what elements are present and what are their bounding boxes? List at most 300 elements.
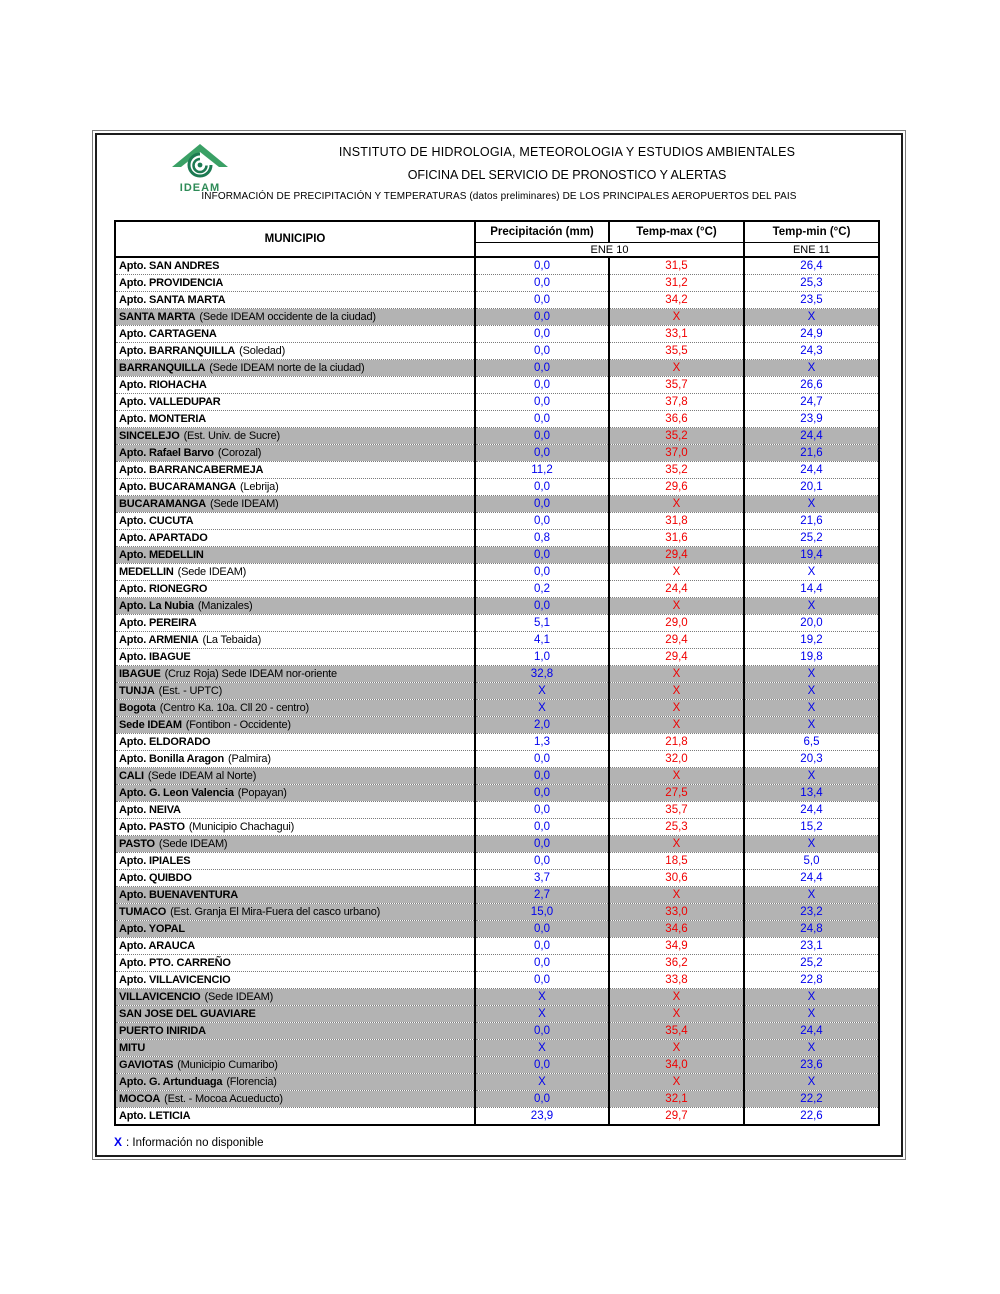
municipio-name: VILLAVICENCIO [119, 991, 201, 1003]
tempmin-value: 22,2 [744, 1091, 879, 1108]
municipio-name: Apto. Rafael Barvo [119, 447, 214, 459]
precip-value: 0,8 [475, 530, 609, 547]
tempmin-value: X [744, 666, 879, 683]
col-header-tempmin: Temp-min (°C) [744, 221, 879, 243]
table-row [115, 615, 879, 632]
tempmin-value: X [744, 717, 879, 734]
tempmax-value: 35,4 [609, 1023, 744, 1040]
municipio-cell [115, 632, 475, 649]
tempmin-value: 6,5 [744, 734, 879, 751]
municipio-cell [115, 462, 475, 479]
table-row [115, 649, 879, 666]
tempmin-value: 20,3 [744, 751, 879, 768]
municipio-cell [115, 1006, 475, 1023]
tempmin-value: 23,2 [744, 904, 879, 921]
precip-value: 0,0 [475, 785, 609, 802]
precip-value: 0,0 [475, 598, 609, 615]
precip-value: 0,0 [475, 257, 609, 275]
tempmin-value: 23,6 [744, 1057, 879, 1074]
municipio-cell [115, 479, 475, 496]
tempmax-value: 31,6 [609, 530, 744, 547]
table-row [115, 530, 879, 547]
tempmin-value: X [744, 700, 879, 717]
table-row [115, 1108, 879, 1126]
table-row [115, 428, 879, 445]
municipio-detail: (Corozal) [217, 447, 262, 459]
municipio-detail: (Sede IDEAM) [204, 991, 274, 1003]
footnote-text: : Información no disponible [126, 1137, 264, 1149]
municipio-cell [115, 598, 475, 615]
precip-value: 0,0 [475, 428, 609, 445]
tempmin-value: X [744, 836, 879, 853]
precip-value: X [475, 683, 609, 700]
municipio-cell [115, 428, 475, 445]
tempmax-value: 36,2 [609, 955, 744, 972]
tempmax-value: 36,6 [609, 411, 744, 428]
tempmin-value: 21,6 [744, 513, 879, 530]
table-row [115, 853, 879, 870]
tempmax-value: X [609, 700, 744, 717]
municipio-cell [115, 938, 475, 955]
tempmin-value: 24,4 [744, 462, 879, 479]
table-row [115, 343, 879, 360]
table-row [115, 394, 879, 411]
tempmax-value: 37,0 [609, 445, 744, 462]
tempmax-value: 33,8 [609, 972, 744, 989]
tempmin-value: 20,1 [744, 479, 879, 496]
precip-value: 3,7 [475, 870, 609, 887]
tempmin-value: 24,9 [744, 326, 879, 343]
tempmin-value: X [744, 309, 879, 326]
precip-value: 0,0 [475, 411, 609, 428]
tempmin-value: 24,4 [744, 428, 879, 445]
municipio-cell [115, 768, 475, 785]
municipio-detail: (Sede IDEAM norte de la ciudad) [209, 362, 365, 374]
table-row [115, 564, 879, 581]
municipio-name: Apto. BUENAVENTURA [119, 889, 239, 901]
municipio-cell [115, 683, 475, 700]
precip-value: 0,0 [475, 751, 609, 768]
municipio-cell [115, 734, 475, 751]
tempmax-value: X [609, 989, 744, 1006]
municipio-name: BUCARAMANGA [119, 498, 207, 510]
municipio-name: SINCELEJO [119, 430, 180, 442]
municipio-name: Apto. ELDORADO [119, 736, 211, 748]
tempmin-value: 24,8 [744, 921, 879, 938]
municipio-name: PASTO [119, 838, 155, 850]
tempmin-value: X [744, 683, 879, 700]
tempmax-value: X [609, 1040, 744, 1057]
municipio-cell [115, 836, 475, 853]
column-header-row [115, 221, 879, 243]
tempmin-value: 19,8 [744, 649, 879, 666]
municipio-cell [115, 581, 475, 598]
municipio-detail: (Florencia) [226, 1076, 277, 1088]
precip-value: 0,0 [475, 309, 609, 326]
municipio-cell [115, 921, 475, 938]
tempmin-value: 19,4 [744, 547, 879, 564]
precip-value: 0,0 [475, 1023, 609, 1040]
municipio-cell [115, 904, 475, 921]
tempmin-value: 23,1 [744, 938, 879, 955]
municipio-detail: (Sede IDEAM) [158, 838, 228, 850]
tempmax-value: 34,6 [609, 921, 744, 938]
table-row [115, 479, 879, 496]
municipio-cell [115, 870, 475, 887]
tempmin-value: 25,2 [744, 530, 879, 547]
precip-value: 1,3 [475, 734, 609, 751]
municipio-name: SANTA MARTA [119, 311, 196, 323]
municipio-cell [115, 547, 475, 564]
table-row [115, 547, 879, 564]
municipio-name: MEDELLIN [119, 566, 174, 578]
municipio-name: Apto. IPIALES [119, 855, 191, 867]
precip-value: 0,0 [475, 547, 609, 564]
precip-value: 0,0 [475, 479, 609, 496]
precip-value: 0,0 [475, 1057, 609, 1074]
table-row [115, 802, 879, 819]
precip-value: 0,0 [475, 275, 609, 292]
tempmin-value: 24,4 [744, 870, 879, 887]
table-row [115, 377, 879, 394]
ideam-logo-label: IDEAM [179, 182, 221, 194]
header-titles [237, 145, 897, 182]
municipio-cell [115, 819, 475, 836]
table-row [115, 819, 879, 836]
tempmin-value: X [744, 598, 879, 615]
table-row [115, 292, 879, 309]
tempmin-value: 20,0 [744, 615, 879, 632]
municipio-cell [115, 445, 475, 462]
tempmin-value: 22,8 [744, 972, 879, 989]
table-row [115, 700, 879, 717]
tempmax-value: 34,0 [609, 1057, 744, 1074]
municipio-name: Bogota [119, 702, 156, 714]
tempmin-value: 26,6 [744, 377, 879, 394]
municipio-name: Apto. APARTADO [119, 532, 208, 544]
municipio-detail: (Sede IDEAM al Norte) [147, 770, 257, 782]
tempmax-value: 33,1 [609, 326, 744, 343]
info-line: INFORMACIÓN DE PRECIPITACIÓN Y TEMPERATURAS (datos preliminares) DE LOS PRINCIPALES AEROPUERTOS DEL PAIS [201, 191, 797, 202]
municipio-name: Apto. YOPAL [119, 923, 185, 935]
municipio-detail: (Fontibon - Occidente) [185, 719, 291, 731]
tempmax-value: 31,5 [609, 257, 744, 275]
municipio-name: Apto. PROVIDENCIA [119, 277, 224, 289]
table-row [115, 496, 879, 513]
tempmax-value: 35,5 [609, 343, 744, 360]
tempmin-value: 13,4 [744, 785, 879, 802]
municipio-name: Apto. PASTO [119, 821, 185, 833]
table-row [115, 1040, 879, 1057]
municipio-name: Apto. CARTAGENA [119, 328, 217, 340]
tempmin-value: X [744, 989, 879, 1006]
tempmin-value: 5,0 [744, 853, 879, 870]
municipio-name: Apto. RIOHACHA [119, 379, 207, 391]
municipio-detail: (Centro Ka. 10a. Cll 20 - centro) [159, 702, 309, 714]
municipio-name: Apto. CUCUTA [119, 515, 194, 527]
table-row [115, 360, 879, 377]
tempmax-value: 35,2 [609, 462, 744, 479]
municipio-detail: (Sede IDEAM) [177, 566, 247, 578]
report-frame [92, 130, 906, 1160]
municipio-detail: (Popayan) [237, 787, 287, 799]
precip-value: 0,0 [475, 445, 609, 462]
table-row [115, 717, 879, 734]
table-row [115, 445, 879, 462]
tempmin-value: 21,6 [744, 445, 879, 462]
municipio-detail: (La Tebaida) [202, 634, 262, 646]
municipio-cell [115, 1074, 475, 1091]
tempmax-value: X [609, 1074, 744, 1091]
precip-value: 23,9 [475, 1108, 609, 1126]
municipio-name: Apto. PEREIRA [119, 617, 197, 629]
tempmax-value: X [609, 496, 744, 513]
table-row [115, 462, 879, 479]
period-ene11: ENE 11 [744, 243, 879, 258]
municipio-name: Apto. PTO. CARREÑO [119, 957, 231, 969]
table-row [115, 1023, 879, 1040]
municipio-detail: (Cruz Roja) Sede IDEAM nor-oriente [164, 668, 337, 680]
municipio-name: PUERTO INIRIDA [119, 1025, 206, 1037]
municipio-name: Apto. Bonilla Aragon [119, 753, 224, 765]
municipio-cell [115, 360, 475, 377]
table-row [115, 921, 879, 938]
precip-value: 0,0 [475, 292, 609, 309]
municipio-cell [115, 564, 475, 581]
tempmin-value: 14,4 [744, 581, 879, 598]
tempmax-value: X [609, 1006, 744, 1023]
municipio-cell [115, 1040, 475, 1057]
municipio-cell [115, 257, 475, 275]
municipio-name: Apto. ARAUCA [119, 940, 196, 952]
tempmin-value: 22,6 [744, 1108, 879, 1126]
tempmax-value: X [609, 360, 744, 377]
tempmax-value: 21,8 [609, 734, 744, 751]
tempmin-value: 24,4 [744, 1023, 879, 1040]
precip-value: 0,0 [475, 394, 609, 411]
tempmax-value: 35,7 [609, 802, 744, 819]
municipio-name: Sede IDEAM [119, 719, 182, 731]
tempmax-value: X [609, 836, 744, 853]
table-row [115, 411, 879, 428]
municipio-cell [115, 717, 475, 734]
table-row [115, 598, 879, 615]
municipio-cell [115, 972, 475, 989]
precip-value: 0,0 [475, 343, 609, 360]
table-row [115, 513, 879, 530]
report-frame-inner [95, 133, 903, 1157]
tempmax-value: 29,6 [609, 479, 744, 496]
municipio-cell [115, 496, 475, 513]
municipio-detail: (Municipio Cumaribo) [177, 1059, 278, 1071]
airport-weather-table [114, 220, 880, 1126]
tempmax-value: 32,1 [609, 1091, 744, 1108]
municipio-cell [115, 955, 475, 972]
municipio-name: TUMACO [119, 906, 167, 918]
precip-value: 0,0 [475, 496, 609, 513]
precip-value: 15,0 [475, 904, 609, 921]
municipio-name: Apto. RIONEGRO [119, 583, 208, 595]
tempmax-value: 25,3 [609, 819, 744, 836]
table-row [115, 632, 879, 649]
precip-value: X [475, 1074, 609, 1091]
tempmax-value: 33,0 [609, 904, 744, 921]
precip-value: 0,0 [475, 802, 609, 819]
municipio-name: Apto. VALLEDUPAR [119, 396, 221, 408]
municipio-name: CALI [119, 770, 144, 782]
precip-value: 5,1 [475, 615, 609, 632]
period-ene10: ENE 10 [475, 243, 744, 258]
municipio-cell [115, 1108, 475, 1126]
tempmin-value: 15,2 [744, 819, 879, 836]
tempmax-value: 29,0 [609, 615, 744, 632]
precip-value: X [475, 700, 609, 717]
municipio-name: Apto. MEDELLIN [119, 549, 204, 561]
municipio-name: Apto. NEIVA [119, 804, 181, 816]
tempmax-value: 31,8 [609, 513, 744, 530]
municipio-name: BARRANQUILLA [119, 362, 206, 374]
ideam-logo-icon [169, 141, 231, 179]
municipio-cell [115, 292, 475, 309]
tempmin-value: 19,2 [744, 632, 879, 649]
tempmax-value: 18,5 [609, 853, 744, 870]
col-header-municipio: MUNICIPIO [115, 221, 475, 257]
tempmin-value: X [744, 360, 879, 377]
municipio-name: Apto. VILLAVICENCIO [119, 974, 231, 986]
table-row [115, 955, 879, 972]
tempmax-value: 34,2 [609, 292, 744, 309]
table-row [115, 989, 879, 1006]
table-row [115, 309, 879, 326]
table-row [115, 904, 879, 921]
office-title: OFICINA DEL SERVICIO DE PRONOSTICO Y ALERTAS [407, 168, 727, 182]
municipio-cell [115, 666, 475, 683]
municipio-name: Apto. BARRANQUILLA [119, 345, 236, 357]
precip-value: 0,0 [475, 360, 609, 377]
tempmin-value: 24,3 [744, 343, 879, 360]
table-row [115, 870, 879, 887]
precip-value: X [475, 1006, 609, 1023]
municipio-detail: (Municipio Chachagui) [188, 821, 295, 833]
tempmax-value: 24,4 [609, 581, 744, 598]
municipio-name: Apto. SAN ANDRES [119, 260, 220, 272]
tempmin-value: 26,4 [744, 257, 879, 275]
tempmin-value: X [744, 1040, 879, 1057]
tempmin-value: X [744, 564, 879, 581]
municipio-cell [115, 785, 475, 802]
table-row [115, 734, 879, 751]
ideam-logo [169, 141, 231, 194]
precip-value: 0,0 [475, 1091, 609, 1108]
municipio-name: Apto. MONTERIA [119, 413, 207, 425]
municipio-name: GAVIOTAS [119, 1059, 174, 1071]
precip-value: 0,0 [475, 972, 609, 989]
municipio-name: Apto. G. Leon Valencia [119, 787, 234, 799]
table-row [115, 1091, 879, 1108]
precip-value: 0,0 [475, 921, 609, 938]
tempmax-value: 35,7 [609, 377, 744, 394]
table-row [115, 887, 879, 904]
municipio-name: Apto. IBAGUE [119, 651, 191, 663]
tempmax-value: 34,9 [609, 938, 744, 955]
municipio-name: Apto. LETICIA [119, 1110, 191, 1122]
table-row [115, 1074, 879, 1091]
table-row [115, 1006, 879, 1023]
tempmax-value: X [609, 717, 744, 734]
tempmin-value: 23,5 [744, 292, 879, 309]
precip-value: 0,0 [475, 853, 609, 870]
tempmax-value: 29,4 [609, 547, 744, 564]
tempmin-value: 24,4 [744, 802, 879, 819]
municipio-detail: (Est. - Mocoa Acueducto) [164, 1093, 283, 1105]
precip-value: 0,0 [475, 938, 609, 955]
precip-value: 0,0 [475, 564, 609, 581]
municipio-cell [115, 309, 475, 326]
municipio-cell [115, 700, 475, 717]
precip-value: 0,0 [475, 377, 609, 394]
municipio-name: TUNJA [119, 685, 155, 697]
table-row [115, 683, 879, 700]
municipio-name: Apto. ARMENIA [119, 634, 199, 646]
municipio-cell [115, 326, 475, 343]
municipio-detail: (Sede IDEAM) [210, 498, 279, 510]
municipio-detail: (Manizales) [197, 600, 253, 612]
municipio-detail: (Est. Univ. de Sucre) [183, 430, 281, 442]
table-row [115, 666, 879, 683]
municipio-detail: (Est. - UPTC) [158, 685, 223, 697]
municipio-cell [115, 751, 475, 768]
tempmax-value: X [609, 564, 744, 581]
municipio-name: Apto. SANTA MARTA [119, 294, 226, 306]
table-row [115, 938, 879, 955]
org-title: INSTITUTO DE HIDROLOGIA, METEOROLOGIA Y ESTUDIOS AMBIENTALES [338, 145, 796, 159]
municipio-name: Apto. QUIBDO [119, 872, 192, 884]
table-row [115, 768, 879, 785]
table-row [115, 257, 879, 275]
precip-value: 0,0 [475, 768, 609, 785]
tempmax-value: X [609, 666, 744, 683]
tempmax-value: 32,0 [609, 751, 744, 768]
tempmin-value: 23,9 [744, 411, 879, 428]
precip-value: 2,0 [475, 717, 609, 734]
municipio-name: Apto. BARRANCABERMEJA [119, 464, 264, 476]
municipio-cell [115, 1023, 475, 1040]
tempmax-value: 35,2 [609, 428, 744, 445]
precip-value: 4,1 [475, 632, 609, 649]
municipio-name: Apto. G. Artunduaga [119, 1076, 223, 1088]
precip-value: 11,2 [475, 462, 609, 479]
precip-value: 1,0 [475, 649, 609, 666]
municipio-cell [115, 853, 475, 870]
tempmax-value: X [609, 768, 744, 785]
municipio-detail: (Sede IDEAM occidente de la ciudad) [199, 311, 376, 323]
municipio-detail: (Soledad) [239, 345, 286, 357]
tempmax-value: X [609, 598, 744, 615]
municipio-detail: (Palmira) [227, 753, 271, 765]
municipio-cell [115, 615, 475, 632]
table-row [115, 972, 879, 989]
municipio-cell [115, 513, 475, 530]
municipio-name: MOCOA [119, 1093, 161, 1105]
precip-value: 0,0 [475, 955, 609, 972]
municipio-cell [115, 394, 475, 411]
tempmin-value: X [744, 887, 879, 904]
table-row [115, 836, 879, 853]
municipio-cell [115, 411, 475, 428]
tempmin-value: X [744, 496, 879, 513]
precip-value: 0,0 [475, 513, 609, 530]
table-row [115, 326, 879, 343]
